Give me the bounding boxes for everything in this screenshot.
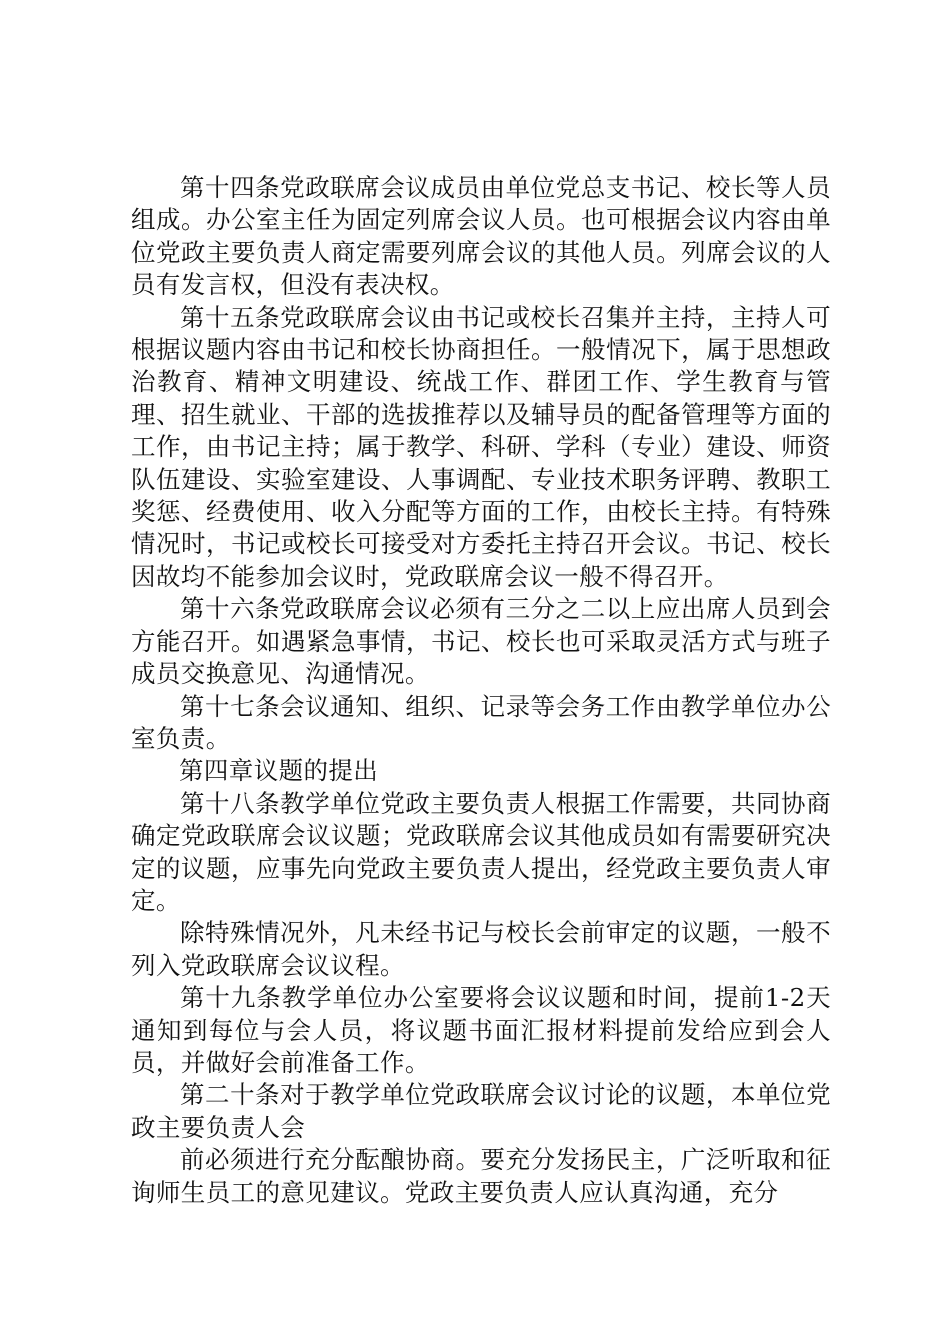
chapter-4-heading: 第四章议题的提出	[179, 756, 379, 786]
exception-paragraph: 除特殊情况外，凡未经书记与校长会前审定的议题，一般不列入党政联席会议议程。	[131, 918, 831, 980]
article-20-continuation: 前必须进行充分酝酿协商。要充分发扬民主，广泛听取和征询师生员工的意见建议。党政主要负责人应认真沟通，充分	[131, 1145, 831, 1207]
article-19-paragraph: 第十九条教学单位办公室要将会议议题和时间，提前1-2天通知到每位与会人员，将议题书面汇报材料提前发给应到会人员，并做好会前准备工作。	[131, 983, 831, 1077]
article-16-paragraph: 第十六条党政联席会议必须有三分之二以上应出席人员到会方能召开。如遇紧急事情，书记、校长也可采取灵活方式与班子成员交换意见、沟通情况。	[131, 594, 831, 689]
article-17-paragraph: 第十七条会议通知、组织、记录等会务工作由教学单位办公室负责。	[131, 691, 831, 753]
article-15-paragraph: 第十五条党政联席会议由书记或校长召集并主持，主持人可根据议题内容由书记和校长协商担任。一般情况下，属于思想政治教育、精神文明建设、统战工作、群团工作、学生教育与管理、招生就业、干部的选拔推荐以及辅导员的配备管理等方面的工作，由书记主持；属于教学、科研、学科（专业）建设、师资队伍建设、实验室建设、人事调配、专业技术职务评聘、教职工奖惩、经费使用、收入分配等方面的工作，由校长主持。有特殊情况时，书记或校长可接受对方委托主持召开会议。书记、校长因故均不能参加会议时，党政联席会议一般不得召开。	[131, 302, 831, 591]
article-14-paragraph: 第十四条党政联席会议成员由单位党总支书记、校长等人员组成。办公室主任为固定列席会议人员。也可根据会议内容由单位党政主要负责人商定需要列席会议的其他人员。列席会议的人员有发言权，但没有表决权。	[131, 173, 831, 300]
article-18-paragraph: 第十八条教学单位党政主要负责人根据工作需要，共同协商确定党政联席会议议题；党政联席会议其他成员如有需要研究决定的议题，应事先向党政主要负责人提出，经党政主要负责人审定。	[131, 788, 831, 915]
article-20-paragraph: 第二十条对于教学单位党政联席会议讨论的议题，本单位党政主要负责人会	[131, 1080, 831, 1142]
document-body	[131, 172, 831, 1209]
